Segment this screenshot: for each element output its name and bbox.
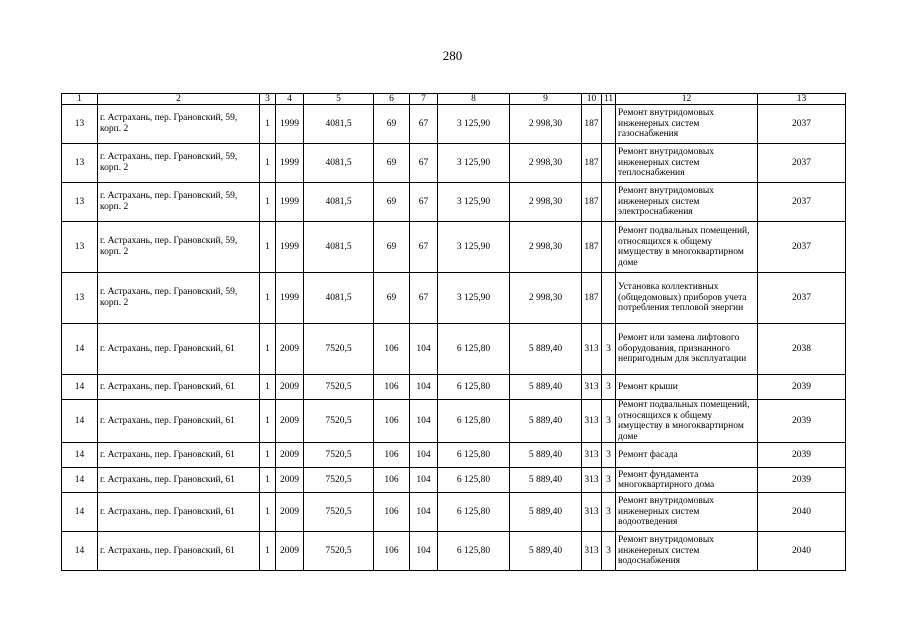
planned-year-cell: 2039 [758,468,846,493]
year-cell: 1999 [276,105,304,144]
area-cell: 7520,5 [304,532,374,571]
col8-cell: 6 125,80 [438,493,510,532]
column-number: 9 [510,94,582,105]
col11-cell: 3 [602,493,616,532]
area-cell: 7520,5 [304,468,374,493]
col8-cell: 3 125,90 [438,144,510,183]
year-cell: 2009 [276,324,304,375]
address-cell: г. Астрахань, пер. Грановский, 59, корп. 2 [98,273,260,324]
table-row [62,144,846,183]
building-number-cell: 13 [62,222,98,273]
register-table [61,93,846,571]
col9-cell: 2 998,30 [510,144,582,183]
address-cell: г. Астрахань, пер. Грановский, 61 [98,532,260,571]
building-number-cell: 14 [62,443,98,468]
address-cell: г. Астрахань, пер. Грановский, 59, корп. 2 [98,183,260,222]
col11-cell [602,273,616,324]
work-type-cell: Ремонт крыши [616,375,758,400]
column-number: 7 [410,94,438,105]
area-cell: 4081,5 [304,273,374,324]
col9-cell: 5 889,40 [510,493,582,532]
work-type-cell: Ремонт внутридомовых инженерных систем газоснабжения [616,105,758,144]
address-cell: г. Астрахань, пер. Грановский, 59, корп. 2 [98,105,260,144]
building-number-cell: 14 [62,493,98,532]
address-cell: г. Астрахань, пер. Грановский, 61 [98,324,260,375]
work-type-cell: Ремонт фасада [616,443,758,468]
year-cell: 1999 [276,273,304,324]
year-cell: 1999 [276,222,304,273]
table-row [62,273,846,324]
table-row [62,493,846,532]
col8-cell: 6 125,80 [438,375,510,400]
table-row [62,324,846,375]
col10-cell: 313 [582,324,602,375]
work-type-cell: Ремонт подвальных помещений, относящихся к общему имуществу в многоквартирном доме [616,400,758,443]
col7-cell: 104 [410,375,438,400]
col9-cell: 2 998,30 [510,183,582,222]
col10-cell: 187 [582,222,602,273]
column-number-row [62,94,846,105]
col7-cell: 104 [410,324,438,375]
col3-cell: 1 [260,222,276,273]
col6-cell: 106 [374,468,410,493]
building-number-cell: 14 [62,375,98,400]
col8-cell: 3 125,90 [438,105,510,144]
col6-cell: 106 [374,532,410,571]
col3-cell: 1 [260,532,276,571]
col7-cell: 104 [410,400,438,443]
col9-cell: 2 998,30 [510,222,582,273]
address-cell: г. Астрахань, пер. Грановский, 61 [98,400,260,443]
col9-cell: 2 998,30 [510,273,582,324]
col7-cell: 67 [410,273,438,324]
col6-cell: 106 [374,375,410,400]
column-number: 13 [758,94,846,105]
building-number-cell: 13 [62,105,98,144]
col10-cell: 313 [582,443,602,468]
col3-cell: 1 [260,400,276,443]
building-number-cell: 14 [62,532,98,571]
year-cell: 2009 [276,532,304,571]
col7-cell: 104 [410,443,438,468]
work-type-cell: Ремонт подвальных помещений, относящихся к общему имуществу в многоквартирном доме [616,222,758,273]
work-type-cell: Ремонт фундамента многоквартирного дома [616,468,758,493]
column-number: 4 [276,94,304,105]
col11-cell [602,144,616,183]
col11-cell [602,105,616,144]
col11-cell [602,183,616,222]
work-type-cell: Ремонт внутридомовых инженерных систем электроснабжения [616,183,758,222]
table-row [62,400,846,443]
page-number: 280 [442,48,463,63]
col9-cell: 5 889,40 [510,443,582,468]
area-cell: 7520,5 [304,493,374,532]
column-number: 11 [602,94,616,105]
column-number: 10 [582,94,602,105]
year-cell: 2009 [276,443,304,468]
col3-cell: 1 [260,493,276,532]
planned-year-cell: 2039 [758,443,846,468]
area-cell: 4081,5 [304,222,374,273]
col8-cell: 3 125,90 [438,183,510,222]
col10-cell: 313 [582,493,602,532]
col10-cell: 187 [582,105,602,144]
year-cell: 2009 [276,493,304,532]
col6-cell: 69 [374,144,410,183]
col7-cell: 104 [410,532,438,571]
area-cell: 7520,5 [304,443,374,468]
col11-cell: 3 [602,443,616,468]
column-number: 1 [62,94,98,105]
col3-cell: 1 [260,375,276,400]
col9-cell: 5 889,40 [510,375,582,400]
col8-cell: 3 125,90 [438,273,510,324]
col7-cell: 104 [410,468,438,493]
col3-cell: 1 [260,183,276,222]
col3-cell: 1 [260,273,276,324]
col6-cell: 106 [374,443,410,468]
col6-cell: 106 [374,324,410,375]
col8-cell: 6 125,80 [438,532,510,571]
table-row [62,468,846,493]
building-number-cell: 14 [62,468,98,493]
col6-cell: 69 [374,183,410,222]
area-cell: 7520,5 [304,375,374,400]
planned-year-cell: 2037 [758,273,846,324]
col10-cell: 313 [582,375,602,400]
col10-cell: 187 [582,183,602,222]
col7-cell: 104 [410,493,438,532]
planned-year-cell: 2037 [758,183,846,222]
column-number: 5 [304,94,374,105]
col3-cell: 1 [260,468,276,493]
building-number-cell: 13 [62,183,98,222]
column-number: 6 [374,94,410,105]
col11-cell: 3 [602,324,616,375]
planned-year-cell: 2040 [758,532,846,571]
register-body [62,105,846,571]
col8-cell: 6 125,80 [438,468,510,493]
address-cell: г. Астрахань, пер. Грановский, 61 [98,468,260,493]
column-number: 2 [98,94,260,105]
col11-cell [602,222,616,273]
building-number-cell: 14 [62,324,98,375]
col10-cell: 187 [582,144,602,183]
planned-year-cell: 2039 [758,375,846,400]
building-number-cell: 14 [62,400,98,443]
col10-cell: 313 [582,400,602,443]
work-type-cell: Ремонт внутридомовых инженерных систем водоотведения [616,493,758,532]
col9-cell: 2 998,30 [510,105,582,144]
year-cell: 2009 [276,400,304,443]
area-cell: 7520,5 [304,324,374,375]
year-cell: 2009 [276,468,304,493]
col9-cell: 5 889,40 [510,324,582,375]
col7-cell: 67 [410,222,438,273]
col9-cell: 5 889,40 [510,532,582,571]
col7-cell: 67 [410,183,438,222]
table-row [62,222,846,273]
planned-year-cell: 2040 [758,493,846,532]
col8-cell: 3 125,90 [438,222,510,273]
planned-year-cell: 2037 [758,105,846,144]
planned-year-cell: 2039 [758,400,846,443]
table-row [62,183,846,222]
col11-cell: 3 [602,375,616,400]
work-type-cell: Ремонт внутридомовых инженерных систем теплоснабжения [616,144,758,183]
table-row [62,375,846,400]
col11-cell: 3 [602,468,616,493]
col11-cell: 3 [602,400,616,443]
col10-cell: 313 [582,468,602,493]
col6-cell: 106 [374,400,410,443]
col6-cell: 69 [374,222,410,273]
col7-cell: 67 [410,105,438,144]
table-row [62,443,846,468]
table-row [62,532,846,571]
year-cell: 1999 [276,144,304,183]
col6-cell: 69 [374,273,410,324]
building-number-cell: 13 [62,273,98,324]
area-cell: 4081,5 [304,105,374,144]
table-row [62,105,846,144]
col6-cell: 106 [374,493,410,532]
col3-cell: 1 [260,105,276,144]
work-type-cell: Ремонт или замена лифтового оборудования, признанного непригодным для эксплуатации [616,324,758,375]
col8-cell: 6 125,80 [438,443,510,468]
col7-cell: 67 [410,144,438,183]
work-type-cell: Установка коллективных (общедомовых) приборов учета потребления тепловой энергии [616,273,758,324]
address-cell: г. Астрахань, пер. Грановский, 61 [98,493,260,532]
address-cell: г. Астрахань, пер. Грановский, 59, корп. 2 [98,222,260,273]
area-cell: 4081,5 [304,144,374,183]
planned-year-cell: 2038 [758,324,846,375]
planned-year-cell: 2037 [758,222,846,273]
col10-cell: 187 [582,273,602,324]
planned-year-cell: 2037 [758,144,846,183]
col9-cell: 5 889,40 [510,400,582,443]
address-cell: г. Астрахань, пер. Грановский, 59, корп. 2 [98,144,260,183]
work-type-cell: Ремонт внутридомовых инженерных систем водоснабжения [616,532,758,571]
col11-cell: 3 [602,532,616,571]
year-cell: 1999 [276,183,304,222]
column-number: 3 [260,94,276,105]
col3-cell: 1 [260,443,276,468]
col8-cell: 6 125,80 [438,324,510,375]
year-cell: 2009 [276,375,304,400]
col3-cell: 1 [260,144,276,183]
area-cell: 4081,5 [304,183,374,222]
address-cell: г. Астрахань, пер. Грановский, 61 [98,443,260,468]
address-cell: г. Астрахань, пер. Грановский, 61 [98,375,260,400]
col3-cell: 1 [260,324,276,375]
col8-cell: 6 125,80 [438,400,510,443]
column-number: 12 [616,94,758,105]
area-cell: 7520,5 [304,400,374,443]
column-number: 8 [438,94,510,105]
building-number-cell: 13 [62,144,98,183]
col6-cell: 69 [374,105,410,144]
col9-cell: 5 889,40 [510,468,582,493]
col10-cell: 313 [582,532,602,571]
